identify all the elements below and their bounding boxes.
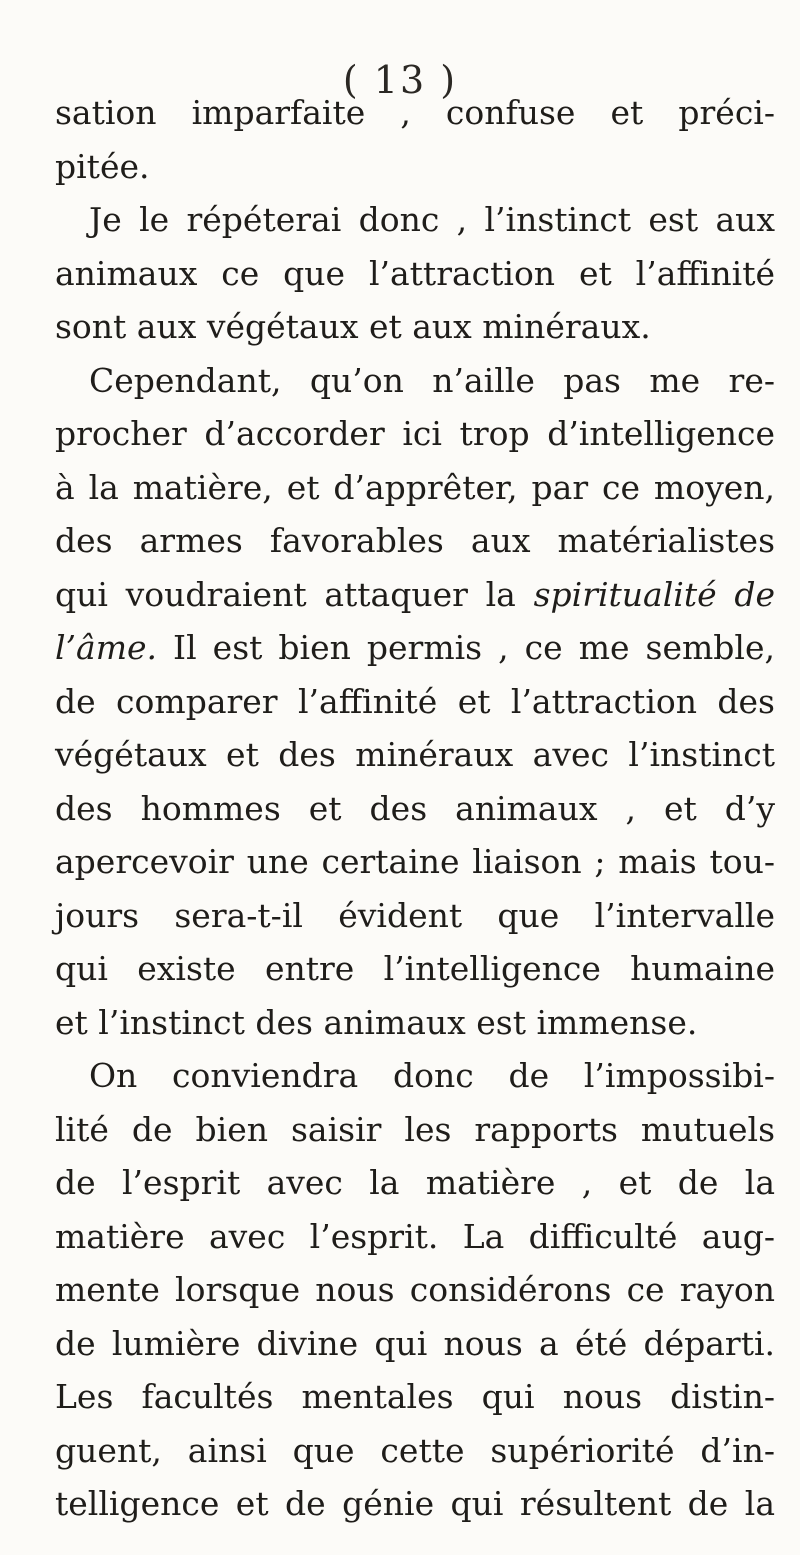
text-line: Je le répéterai donc , l’instinct est aux [89,200,775,239]
text-line: procher d’accorder ici trop d’intelligence [55,414,775,453]
text-line: l’âme. Il est bien permis , ce me semble, [55,628,775,667]
text-line: mente lorsque nous considérons ce rayon [55,1270,775,1309]
text-line: On conviendra donc de l’impossibi- [89,1056,775,1095]
text-line: sation imparfaite , confuse et préci- [55,93,775,132]
text-line: animaux ce que l’attraction et l’affinité [55,253,775,293]
text-line: et l’instinct des animaux est immense. [55,1002,698,1042]
text-line: lité de bien saisir les rapports mutuels [55,1109,775,1149]
text-line: de comparer l’affinité et l’attraction des [55,681,775,721]
text-line: qui existe entre l’intelligence humaine [55,949,775,988]
text-line: telligence et de génie qui résultent de la [55,1484,775,1523]
text-line: pitée. [55,146,150,186]
text-line: de lumière divine qui nous a été départi. [55,1323,775,1363]
text-line: matière avec l’esprit. La difficulté aug- [55,1216,775,1256]
text-line: à la matière, et d’apprêter, par ce moyen, [55,467,775,507]
text-line: de l’esprit avec la matière , et de la [55,1163,775,1202]
text-line: Cependant, qu’on n’aille pas me re- [89,360,775,400]
text-line: qui voudraient attaquer la spiritualité de [55,574,775,614]
text-line: guent, ainsi que cette supériorité d’in- [55,1430,775,1470]
text-line: des hommes et des animaux , et d’y [55,788,775,828]
text-line: sont aux végétaux et aux minéraux. [55,307,651,346]
text-line: apercevoir une certaine liaison ; mais tou- [55,842,775,881]
text-line: des armes favorables aux matérialistes [55,521,775,560]
text-line: jours sera-t-il évident que l’intervalle [55,895,775,935]
text-line: végétaux et des minéraux avec l’instinct [55,735,775,774]
text-line: Les facultés mentales qui nous distin- [55,1377,775,1416]
page-number: ( 13 ) [342,58,458,102]
body-text [55,86,775,1531]
